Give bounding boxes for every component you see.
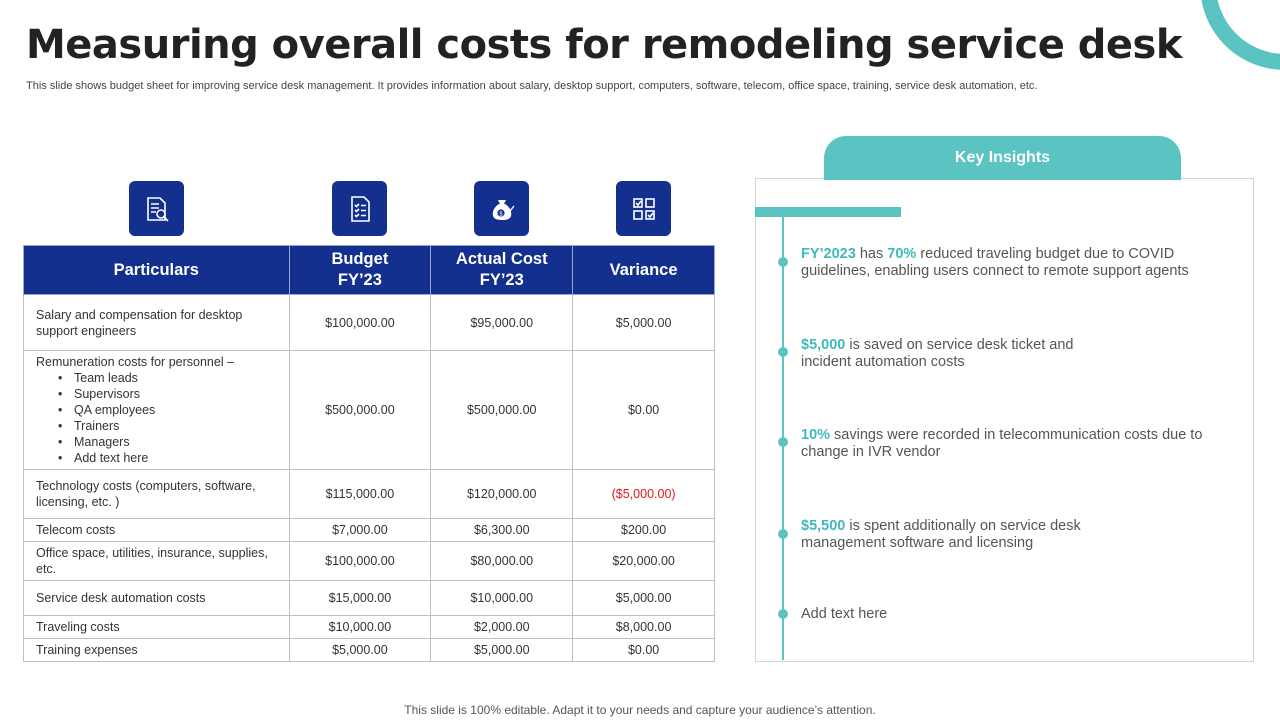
row-particulars [24,351,290,470]
row-actual: $500,000.00 [431,351,573,470]
timeline-dot [778,609,788,619]
timeline-dot [778,257,788,267]
row-actual: $2,000.00 [431,616,573,639]
timeline-dot [778,347,788,357]
row-budget: $100,000.00 [289,542,431,581]
insight-item [801,337,1101,371]
row-particulars-title: Remuneration costs for personnel – [36,355,235,369]
insight-highlight: 10% [801,427,831,443]
row-variance-negative: ($5,000.00) [573,470,715,519]
row-variance: $0.00 [573,351,715,470]
list-item: • QA employees [58,402,277,418]
accent-bar [755,207,901,217]
insight-item [801,518,1111,552]
insight-item [801,606,1211,623]
insight-highlight: $5,000 [801,337,846,353]
row-particulars: Telecom costs [24,519,290,542]
header-budget [289,246,431,295]
insight-item [801,246,1211,280]
header-actual-cost [431,246,573,295]
row-budget: $15,000.00 [289,581,431,616]
insight-text: is spent additionally on service desk management software and licensing [801,518,1081,551]
row-particulars: Training expenses [24,639,290,662]
list-item: • Trainers [58,418,277,434]
row-variance: $20,000.00 [573,542,715,581]
row-particulars: Salary and compensation for desktop support engineers [24,295,290,351]
insight-text: is saved on service desk ticket and incident automation costs [801,337,1074,370]
svg-text:$: $ [498,210,503,217]
footer-note: This slide is 100% editable. Adapt it to your needs and capture your audience’s attention. [404,703,876,717]
row-particulars: Office space, utilities, insurance, supplies, etc. [24,542,290,581]
header-budget-label: Budget FY’23 [331,250,389,289]
insights-heading: Key Insights [824,136,1181,180]
table-row [24,470,715,519]
row-particulars: Service desk automation costs [24,581,290,616]
row-particulars: Traveling costs [24,616,290,639]
table-row [24,542,715,581]
search-document-icon [129,181,184,236]
row-actual: $120,000.00 [431,470,573,519]
row-variance: $5,000.00 [573,581,715,616]
list-item: • Add text here [58,450,277,466]
insight-text: has [855,246,888,262]
timeline-dot [778,529,788,539]
table-row [24,519,715,542]
row-variance: $8,000.00 [573,616,715,639]
row-budget: $115,000.00 [289,470,431,519]
header-particulars: Particulars [24,246,290,295]
page-title: Measuring overall costs for remodeling service desk [26,22,1182,68]
table-header-row [24,246,715,295]
row-actual: $6,300.00 [431,519,573,542]
row-variance: $5,000.00 [573,295,715,351]
row-budget: $500,000.00 [289,351,431,470]
insight-text: Add text here [801,606,888,622]
list-item: • Supervisors [58,386,277,402]
grid-checklist-icon [616,181,671,236]
row-budget: $10,000.00 [289,616,431,639]
row-budget: $5,000.00 [289,639,431,662]
row-actual: $95,000.00 [431,295,573,351]
insight-highlight: 70% [887,246,917,262]
table-row [24,581,715,616]
list-item: • Managers [58,434,277,450]
row-variance: $200.00 [573,519,715,542]
table-row [24,295,715,351]
insight-highlight: $5,500 [801,518,846,534]
row-actual: $80,000.00 [431,542,573,581]
row-actual: $10,000.00 [431,581,573,616]
insight-item [801,427,1211,461]
insight-text: reduced traveling budget due to COVID guidelines, enabling users connect to remote support agents [801,246,1189,279]
list-item: • Team leads [58,370,277,386]
insight-highlight: FY’2023 [801,246,856,262]
personnel-list [36,370,277,466]
budget-table [23,245,715,662]
row-budget: $100,000.00 [289,295,431,351]
row-budget: $7,000.00 [289,519,431,542]
timeline-dot [778,437,788,447]
checklist-document-icon [332,181,387,236]
money-bag-icon [474,181,529,236]
table-row [24,639,715,662]
header-variance: Variance [573,246,715,295]
page-subtitle: This slide shows budget sheet for improving service desk management. It provides information about salary, desktop support, computers, software, telecom, office space, training, service desk automation, etc. [26,80,1038,92]
row-actual: $5,000.00 [431,639,573,662]
table-row [24,616,715,639]
decorative-ring [1200,0,1280,70]
row-particulars: Technology costs (computers, software, licensing, etc. ) [24,470,290,519]
row-variance: $0.00 [573,639,715,662]
table-row [24,351,715,470]
header-actual-label: Actual Cost FY’23 [455,250,548,289]
insight-text: savings were recorded in telecommunication costs due to change in IVR vendor [801,427,1203,460]
